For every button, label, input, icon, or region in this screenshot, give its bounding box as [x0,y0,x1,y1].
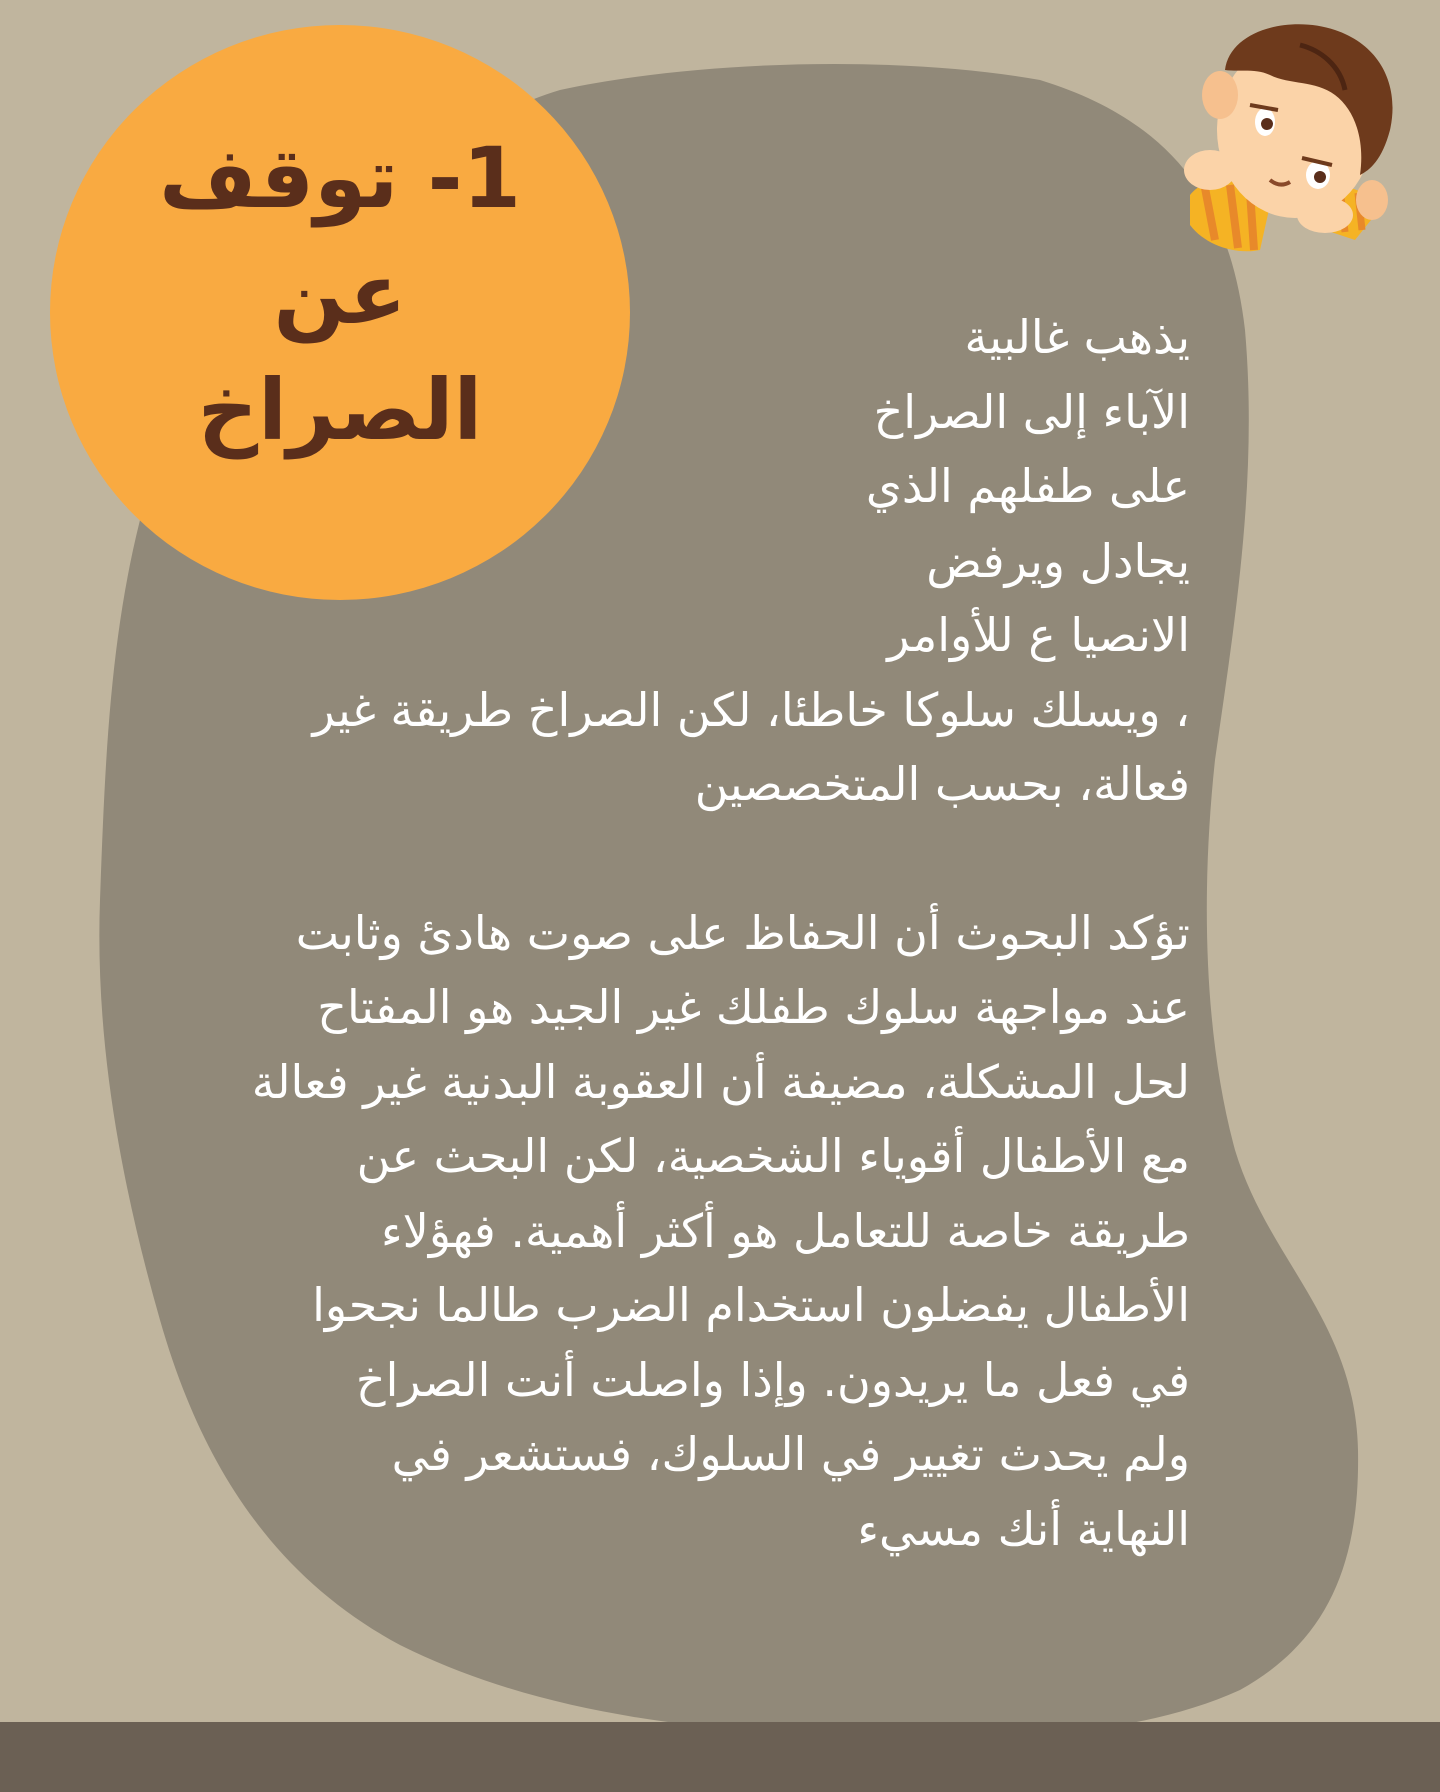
paragraph-gap [140,822,1190,896]
paragraph-line: ، ويسلك سلوكا خاطئا، لكن الصراخ طريقة غير [312,682,1190,737]
title-line: عن [273,245,407,343]
body-text [140,300,1190,1566]
paragraph-line: عند مواجهة سلوك طفلك غير الجيد هو المفتاح [317,980,1190,1034]
paragraph-line: في فعل ما يريدون. وإذا واصلت أنت الصراخ [355,1352,1190,1407]
paragraph-line: لحل المشكلة، مضيفة أن العقوبة البدنية غير فعالة [251,1054,1190,1109]
paragraph-line: فعالة، بحسب المتخصصين [694,757,1190,811]
paragraph-line: النهاية أنك مسيء [857,1501,1190,1556]
title-line: الصراخ [197,361,483,459]
bottom-bar [0,1722,1440,1792]
paragraph-line: تؤكد البحوث أن الحفاظ على صوت هادئ وثابت [295,905,1190,960]
paragraph-line: مع الأطفال أقوياء الشخصية، لكن البحث عن [356,1129,1190,1183]
paragraph-line: ولم يحدث تغيير في السلوك، فستشعر في [391,1427,1190,1481]
paragraph-line: على طفلهم الذي [865,459,1190,513]
paragraph-line: يجادل ويرفض [926,533,1190,588]
paragraph-line: الآباء إلى الصراخ [873,384,1190,439]
thinking-boy-icon [1150,10,1420,260]
paragraph-line: الانصيا ع للأوامر [887,608,1190,662]
paragraph-line: الأطفال يفضلون استخدام الضرب طالما نجحوا [312,1278,1190,1332]
title-line: 1- توقف [159,129,521,227]
paragraph-line: طريقة خاصة للتعامل هو أكثر أهمية. فهؤلاء [380,1203,1190,1258]
paragraph-line: يذهب غالبية [964,310,1190,364]
